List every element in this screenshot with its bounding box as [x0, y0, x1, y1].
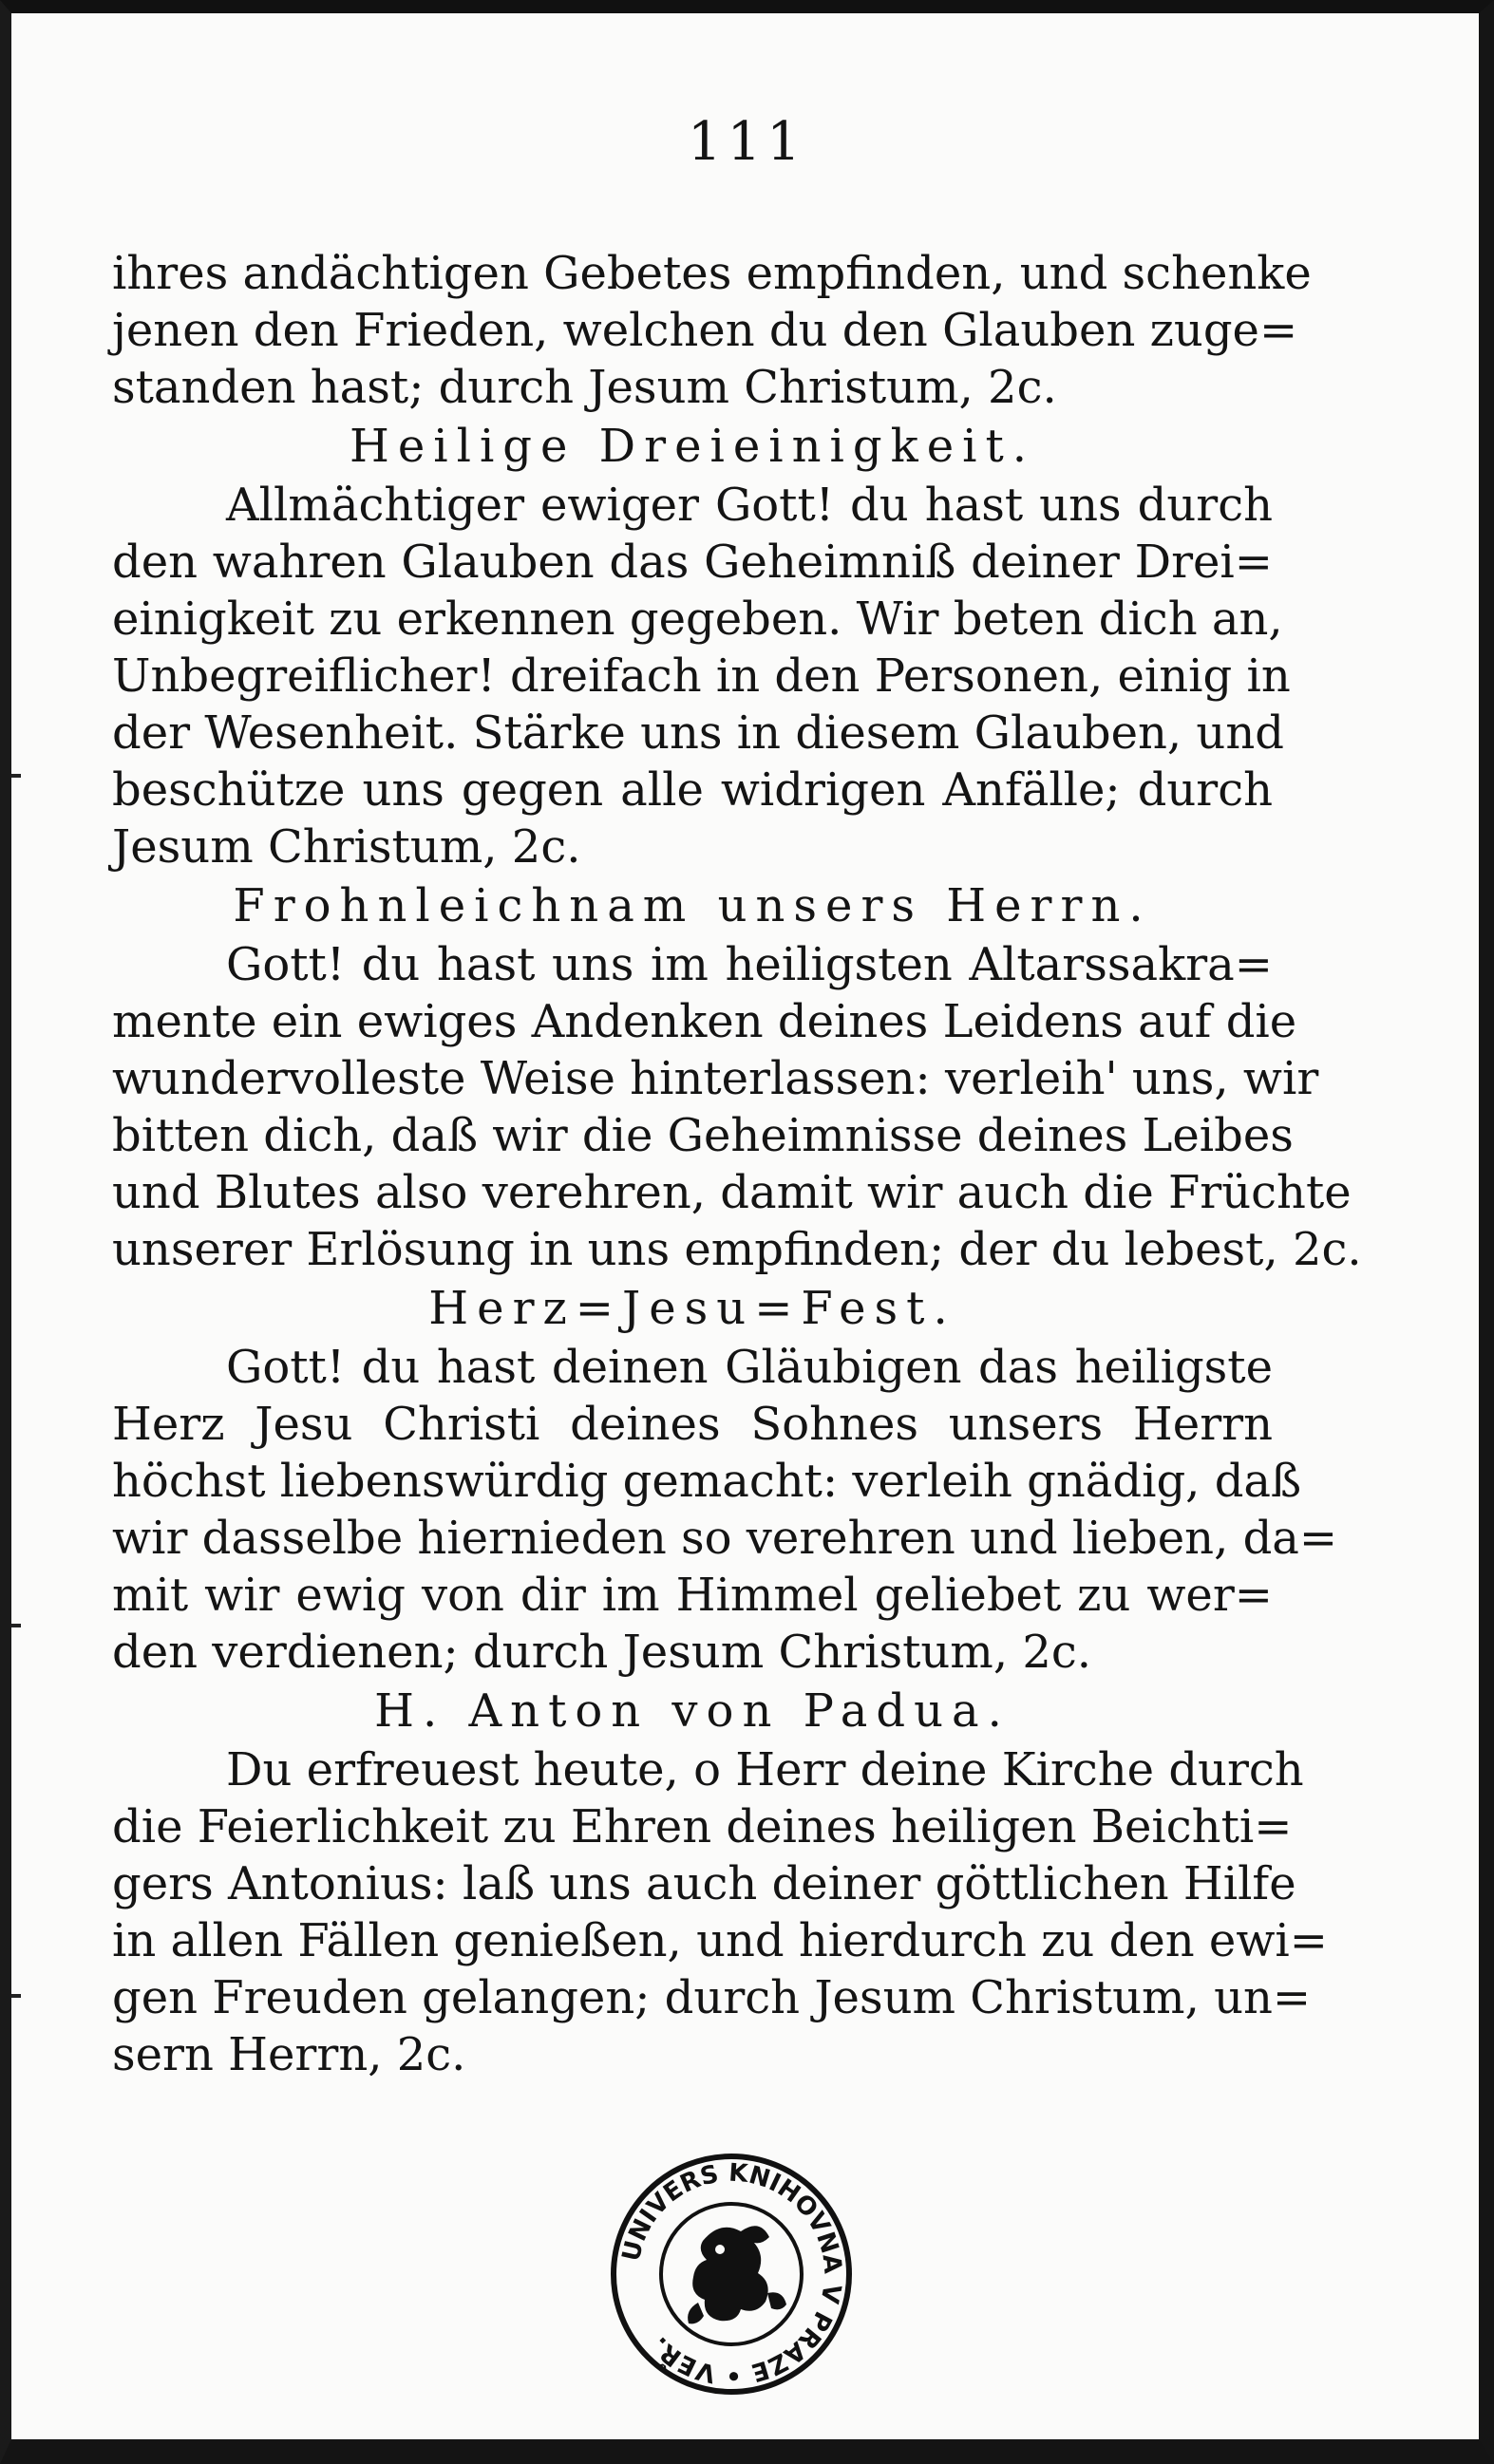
library-stamp-icon	[608, 2151, 855, 2398]
section-anton-von-padua	[112, 1681, 1328, 2083]
section-heading: Heilige Dreieinigkeit.	[349, 420, 1036, 473]
lion-emblem-icon	[688, 2226, 786, 2323]
page-text	[112, 245, 1362, 2083]
text-line: ihres andächtigen Gebetes empfinden, und schenke	[112, 247, 1312, 300]
text-line: Unbegreiflicher! dreifach in den Personen, einig in	[112, 649, 1291, 703]
text-line: in allen Fällen genießen, und hierdurch zu den ewi=	[112, 1914, 1328, 1967]
text-line: Du erfreuest heute, o Herr deine Kirche durch	[226, 1743, 1304, 1796]
text-line: Allmächtiger ewiger Gott! du hast uns durch	[226, 479, 1273, 532]
text-line: jenen den Frieden, welchen du den Glauben zuge=	[112, 304, 1298, 357]
text-line: standen hast; durch Jesum Christum, 2c.	[112, 361, 1057, 414]
text-line: bitten dich, daß wir die Geheimnisse deines Leibes	[112, 1109, 1294, 1162]
text-line: einigkeit zu erkennen gegeben. Wir beten dich an,	[112, 592, 1283, 646]
section-continuation	[112, 245, 1312, 416]
text-line: wundervolleste Weise hinterlassen: verleih' uns, wir	[112, 1052, 1319, 1105]
page-number: 111	[688, 111, 806, 173]
section-heading: H. Anton von Padua.	[374, 1684, 1011, 1738]
text-line: den verdienen; durch Jesum Christum, 2c.	[112, 1626, 1092, 1679]
text-line: mente ein ewiges Andenken deines Leidens auf die	[112, 995, 1297, 1048]
section-heading: Herz=Jesu=Fest.	[428, 1282, 956, 1335]
text-line: und Blutes also verehren, damit wir auch die Früchte	[112, 1166, 1352, 1219]
edge-mark	[11, 1624, 21, 1627]
text-line: wir dasselbe hiernieden so verehren und lieben, da=	[112, 1512, 1338, 1565]
text-line: unserer Erlösung in uns empfinden; der du lebest, 2c.	[112, 1223, 1362, 1276]
text-line: Gott! du hast uns im heiligsten Altarssakra=	[226, 938, 1273, 991]
text-line: die Feierlichkeit zu Ehren deines heiligen Beichti=	[112, 1800, 1293, 1853]
text-line: Herz Jesu Christi deines Sohnes unsers Herrn	[112, 1398, 1273, 1451]
text-line: beschütze uns gegen alle widrigen Anfälle; durch	[112, 763, 1273, 817]
text-line: höchst liebenswürdig gemacht: verleih gnädig, daß	[112, 1455, 1302, 1508]
section-heading: Frohnleichnam unsers Herrn.	[233, 879, 1152, 932]
text-line: Jesum Christum, 2c.	[112, 820, 581, 874]
stamp-ring-text: UNIVERS KNIHOVNA V PRAZE • VEŘ.	[616, 2158, 847, 2390]
text-line: der Wesenheit. Stärke uns in diesem Glauben, und	[112, 706, 1284, 760]
text-line: den wahren Glauben das Geheimniß deiner Drei=	[112, 536, 1273, 589]
section-frohnleichnam	[112, 875, 1362, 1278]
text-line: gen Freuden gelangen; durch Jesum Christum, un=	[112, 1971, 1312, 2024]
text-line: mit wir ewig von dir im Himmel geliebet zu wer=	[112, 1569, 1273, 1622]
edge-mark	[11, 774, 21, 778]
text-line: Gott! du hast deinen Gläubigen das heiligste	[226, 1341, 1273, 1394]
text-line: sern Herrn, 2c.	[112, 2028, 466, 2081]
text-line: gers Antonius: laß uns auch deiner göttlichen Hilfe	[112, 1857, 1296, 1910]
section-dreieinigkeit	[112, 416, 1291, 875]
section-herz-jesu-fest	[112, 1278, 1338, 1681]
edge-mark	[11, 1994, 21, 1998]
